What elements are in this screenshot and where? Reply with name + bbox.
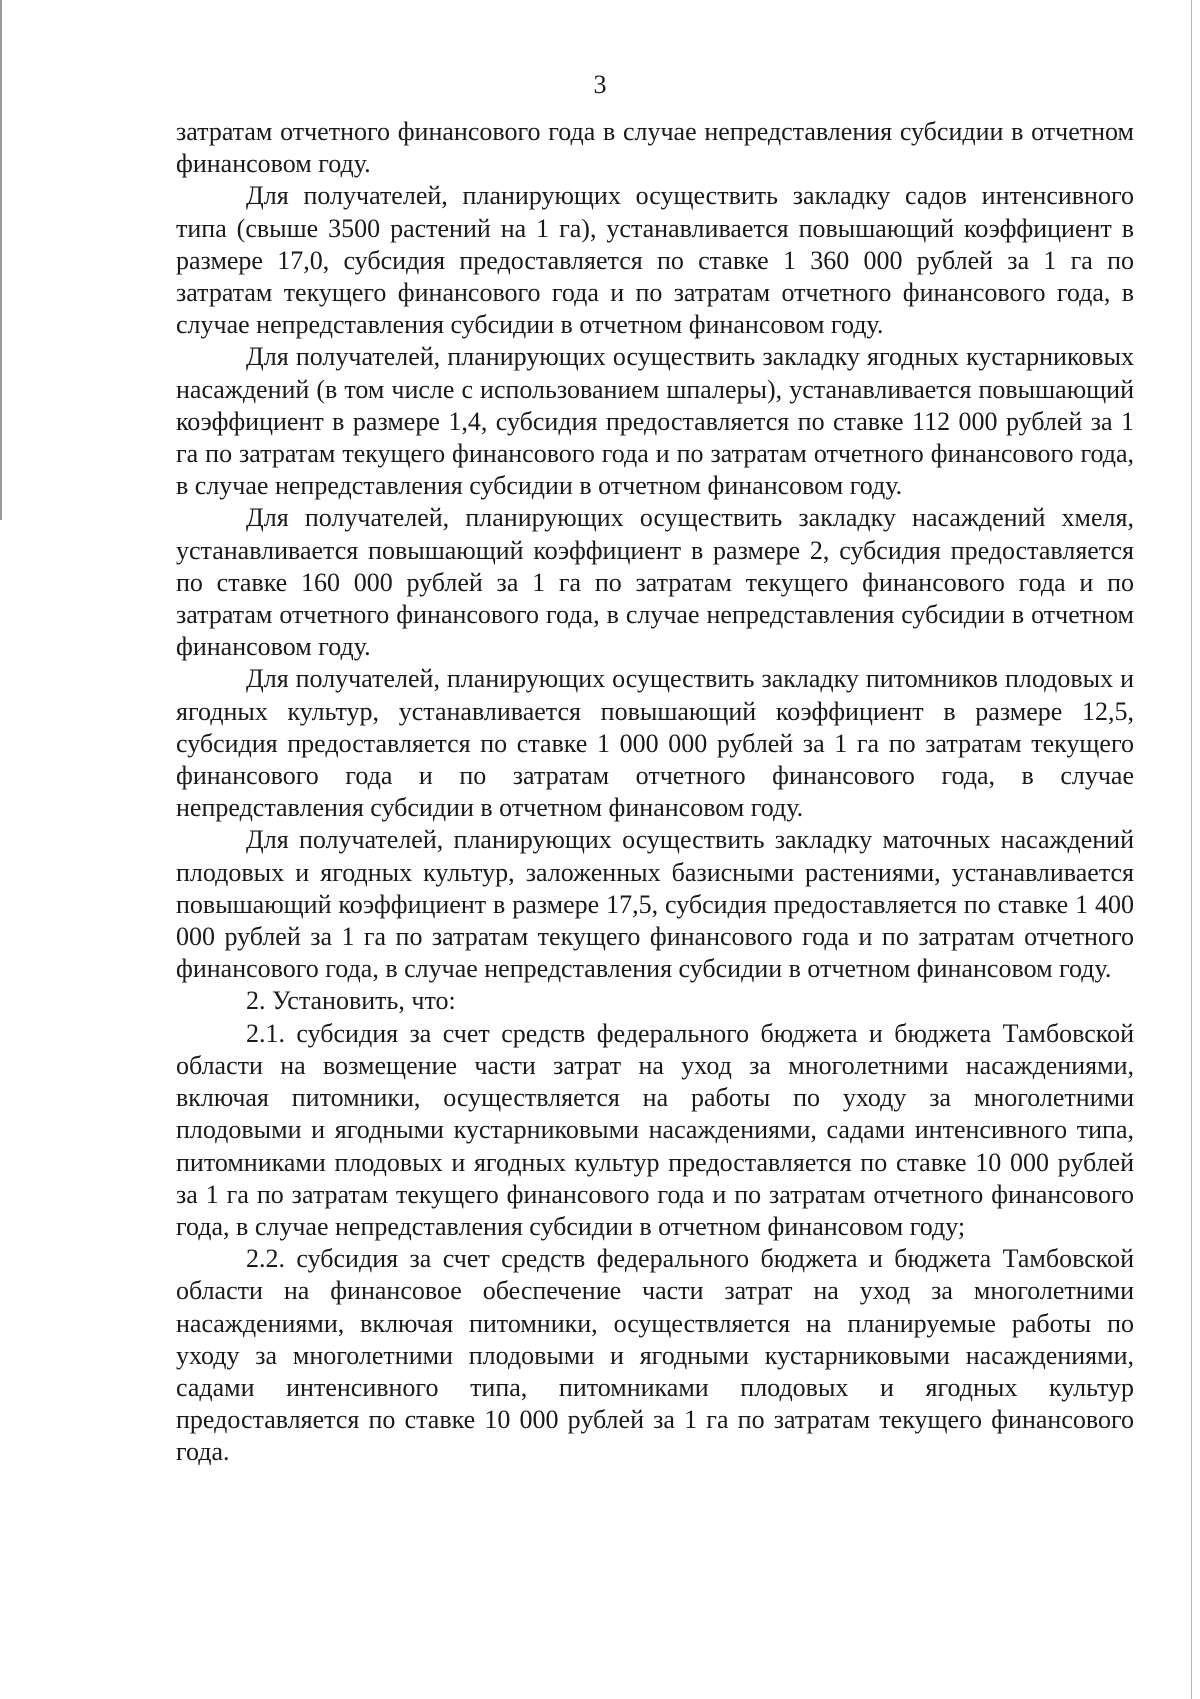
paragraph-section-2-2: 2.2. субсидия за счет средств федерального бюджета и бюджета Тамбовской области на финансовое обеспечение части затрат на уход за многолетними насаждениями, включая питомники, осуществляется на планируемые работы по уходу за многолетними плодовыми и ягодными кустарниковыми насаждениями, садами интенсивного типа, питомниками плодовых и ягодных культур предоставляется по ставке 10 000 рублей за 1 га по затратам текущего финансового года. <box>176 1244 1134 1467</box>
document-body <box>176 116 1134 1469</box>
paragraph-intensive-gardens: Для получателей, планирующих осуществить закладку садов интенсивного типа (свыше 3500 растений на 1 га), устанавливается повышающий коэффициент в размере 17,0, субсидия предоставляется по ставке 1 360 000 рублей за 1 га по затратам текущего финансового года и по затратам отчетного финансового года, в случае непредставления субсидии в отчетном финансовом году. <box>176 181 1134 340</box>
page-number: 3 <box>593 70 607 99</box>
paragraph-berry-shrubs: Для получателей, планирующих осуществить закладку ягодных кустарниковых насаждений (в том числе с использованием шпалеры), устанавливается повышающий коэффициент в размере 1,4, субсидия предоставляется по ставке 112 000 рублей за 1 га по затратам текущего финансового года и по затратам отчетного финансового года, в случае непредставления субсидии в отчетном финансовом году. <box>176 342 1134 501</box>
paragraph-continuation: затратам отчетного финансового года в случае непредставления субсидии в отчетном финансовом году. <box>176 117 1134 179</box>
paragraph-mother-plantations: Для получателей, планирующих осуществить закладку маточных насаждений плодовых и ягодных культур, заложенных базисными растениями, устанавливается повышающий коэффициент в размере 17,5, субсидия предоставляется по ставке 1 400 000 рублей за 1 га по затратам текущего финансового года и по затратам отчетного финансового года, в случае непредставления субсидии в отчетном финансовом году. <box>176 825 1134 984</box>
paragraph-nurseries: Для получателей, планирующих осуществить закладку питомников плодовых и ягодных культур, устанавливается повышающий коэффициент в размере 12,5, субсидия предоставляется по ставке 1 000 000 рублей за 1 га по затратам текущего финансового года и по затратам отчетного финансового года, в случае непредставления субсидии в отчетном финансовом году. <box>176 664 1134 823</box>
scan-edge-right <box>1191 0 1192 1699</box>
paragraph-hops: Для получателей, планирующих осуществить закладку насаждений хмеля, устанавливается повышающий коэффициент в размере 2, субсидия предоставляется по ставке 160 000 рублей за 1 га по затратам текущего финансового года и по затратам отчетного финансового года, в случае непредставления субсидии в отчетном финансовом году. <box>176 503 1134 662</box>
paragraph-section-2: 2. Установить, что: <box>246 986 456 1016</box>
paragraph-section-2-1: 2.1. субсидия за счет средств федерального бюджета и бюджета Тамбовской области на возмещение части затрат на уход за многолетними насаждениями, включая питомники, осуществляется на работы по уходу за многолетними плодовыми и ягодными кустарниковыми насаждениями, садами интенсивного типа, питомниками плодовых и ягодных культур предоставляется по ставке 10 000 рублей за 1 га по затратам текущего финансового года и по затратам отчетного финансового года, в случае непредставления субсидии в отчетном финансовом году; <box>176 1018 1134 1241</box>
